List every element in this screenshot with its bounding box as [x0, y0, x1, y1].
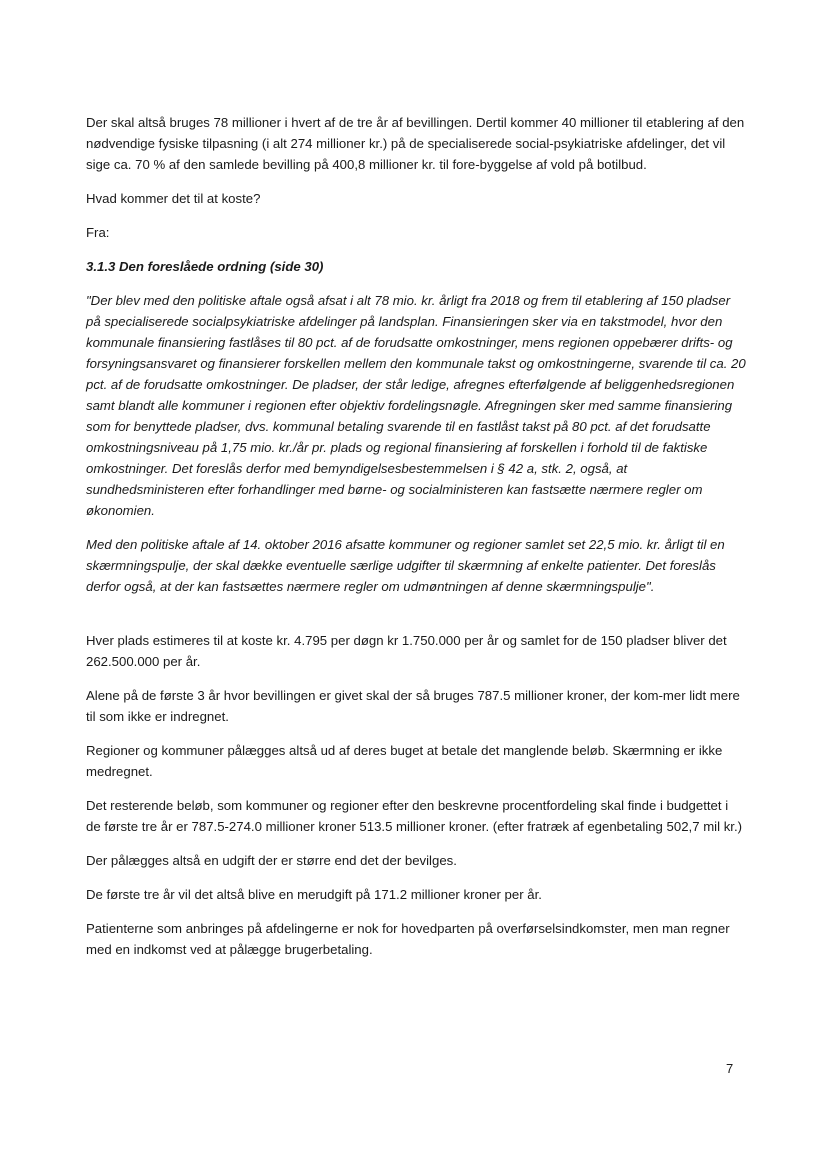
paragraph-regions-budget: Regioner og kommuner pålægges altså ud af deres buget at betale det manglende beløb. Skærmning er ikke medregnet.: [86, 743, 723, 779]
page-number: 7: [726, 1061, 734, 1076]
paragraph-funding-summary: Der skal altså bruges 78 millioner i hvert af de tre år af bevillingen. Dertil kommer 40 millioner til etablering af den nødvendige fysiske tilpasning (i alt 274 millioner kr.) på de specialiserede social-psykiatriske afdelinger, det vil sige ca. 70 % af den samlede bevilling på 400,8 millioner kr. til fore-byggelse af vold på botilbud.: [86, 115, 745, 172]
spacer: [86, 610, 746, 630]
section-heading: 3.1.3 Den foreslåede ordning (side 30): [86, 259, 324, 274]
paragraph-remaining-amount: Det resterende beløb, som kommuner og regioner efter den beskrevne procentfordeling skal finde i budgettet i de første tre år er 787.5-274.0 millioner kroner 513.5 millioner kroner. (efter fratræk af egenbetaling 502,7 mil kr.): [86, 798, 743, 834]
quote-paragraph-model: "Der blev med den politiske aftale også afsat i alt 78 mio. kr. årligt fra 2018 og frem til etablering af 150 pladser på specialiserede socialpsykiatriske afdelinger på landsplan. Finansieringen sker via en takstmodel, hvor den kommunale finansiering fastlåses til 80 pct. af de forudsatte omkostninger, mens regionen oppebærer drifts- og forsyningsansvaret og finansierer forskellen mellem den kommunale takst og omkostningerne, svarende til ca. 20 pct. af de forudsatte omkostninger. De pladser, der står ledige, afregnes efterfølgende af beliggenhedsregionen samt blandt alle kommuner i regionen efter objektiv fordelingsnøgle. Afregningen sker med samme finansiering som for benyttede pladser, dvs. kommunal betaling svarende til en fastlåst takst på 80 pct. af det forudsatte omkostningsniveau på 1,75 mio. kr./år pr. plads og regional finansiering af forskellen i forhold til de faktiske omkostninger. Det foreslås derfor med bemyndigelsesbestemmelsen i § 42 a, stk. 2, også, at sundhedsministeren efter forhandlinger med børne- og socialministeren kan fastsætte nærmere regler om økonomien.: [86, 293, 746, 518]
paragraph-three-years: Alene på de første 3 år hvor bevillingen er givet skal der så bruges 787.5 millioner kroner, der kom-mer lidt mere til som ikke er indregnet.: [86, 688, 740, 724]
paragraph-larger-expense: Der pålægges altså en udgift der er større end det der bevilges.: [86, 853, 457, 868]
paragraph-extra-cost: De første tre år vil det altså blive en merudgift på 171.2 millioner kroner per år.: [86, 887, 542, 902]
quote-paragraph-pool: Med den politiske aftale af 14. oktober 2016 afsatte kommuner og regioner samlet set 22,5 mio. kr. årligt til en skærmningspulje, der skal dække eventuelle særlige udgifter til skærmning af enkelte patienter. Det foreslås derfor også, at der kan fastsættes nærmere regler om udmøntningen af denne skærmningspulje".: [86, 537, 725, 594]
paragraph-question: Hvad kommer det til at koste?: [86, 191, 261, 206]
paragraph-from: Fra:: [86, 225, 110, 240]
paragraph-patients-income: Patienterne som anbringes på afdelingerne er nok for hovedparten på overførselsindkomster, men man regner med en indkomst ved at pålægge brugerbetaling.: [86, 921, 730, 957]
paragraph-cost-per-place: Hver plads estimeres til at koste kr. 4.795 per døgn kr 1.750.000 per år og samlet for de 150 pladser bliver det 262.500.000 per år.: [86, 633, 727, 669]
page-content: [86, 112, 746, 973]
